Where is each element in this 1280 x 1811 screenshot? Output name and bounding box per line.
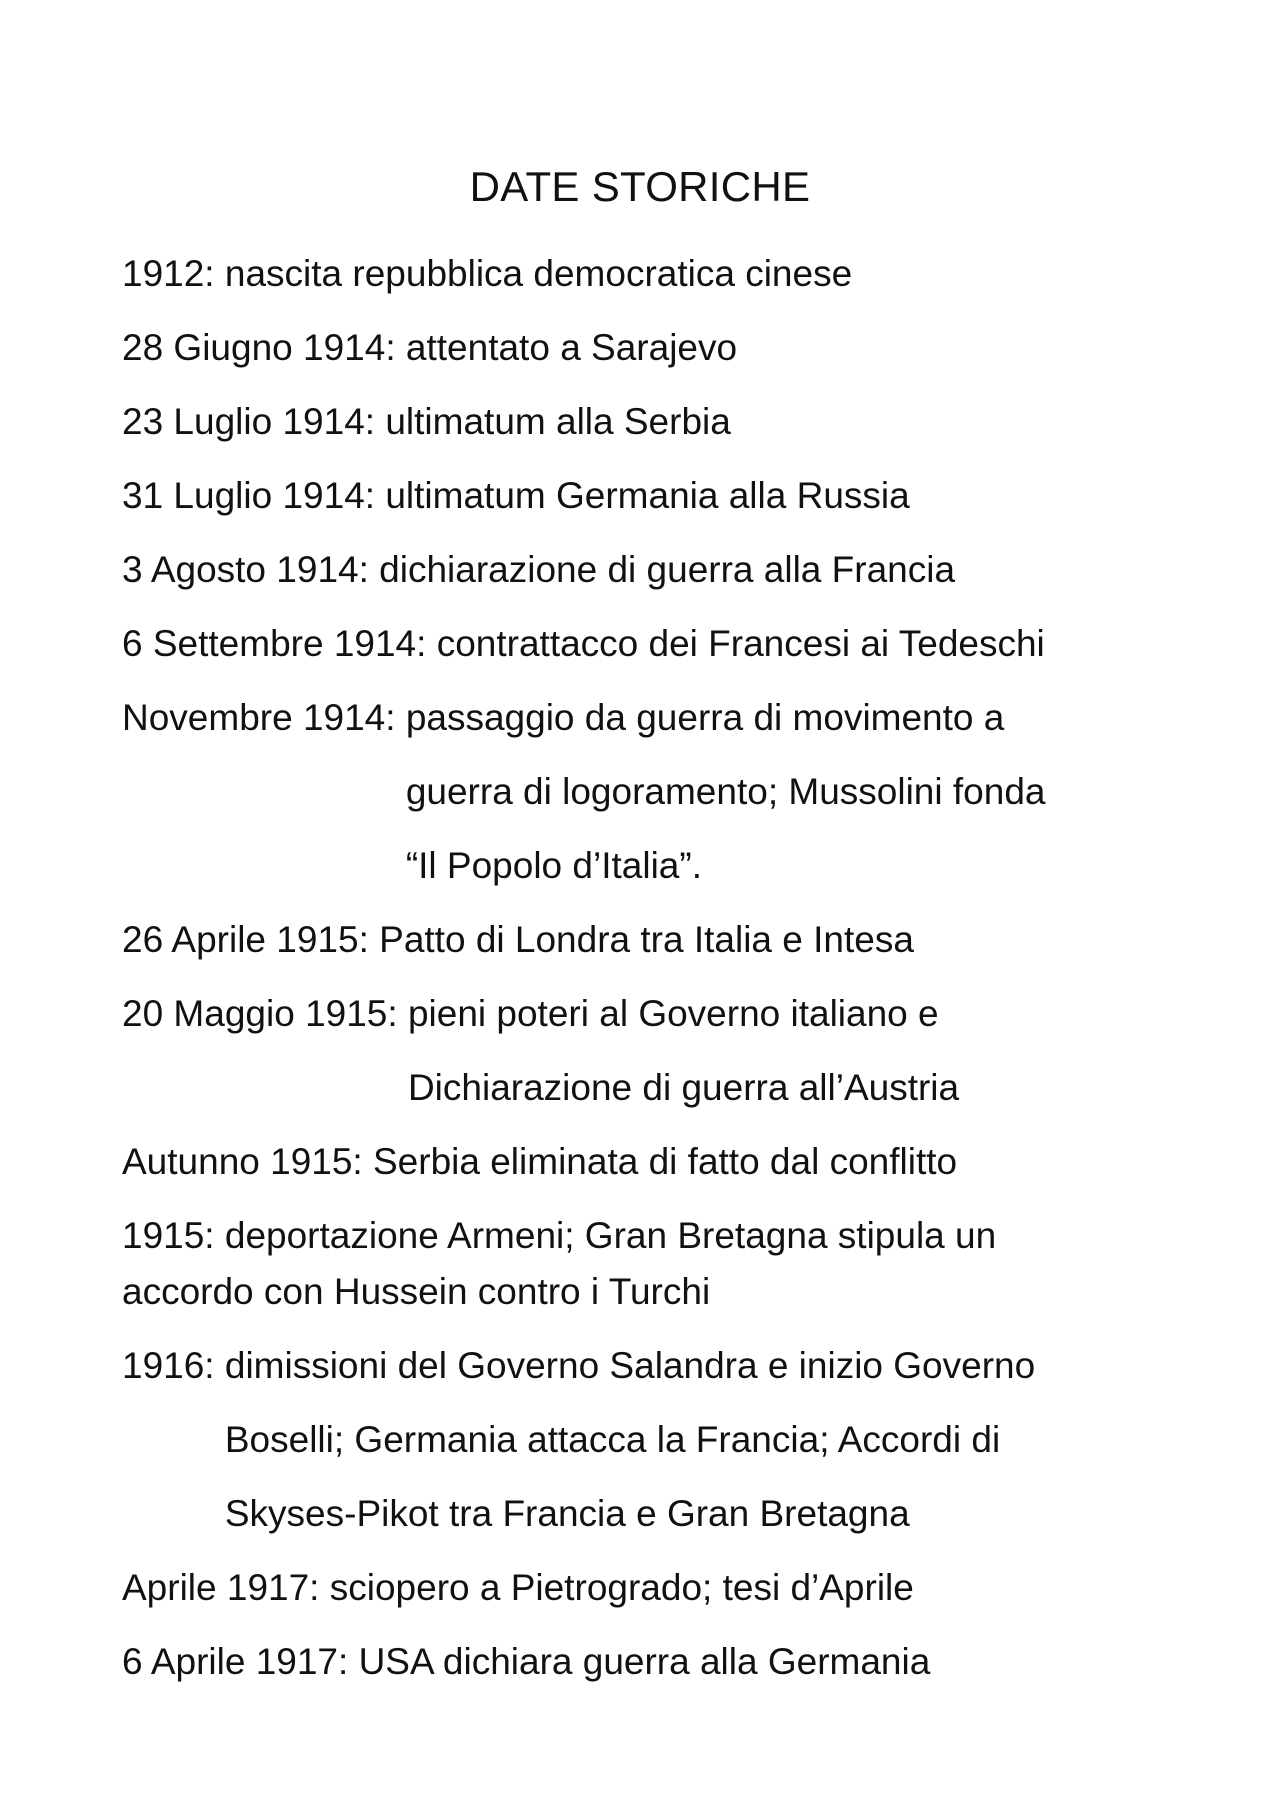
list-item [122,607,1182,681]
entry-date: 31 Luglio 1914: [122,475,376,516]
entry-text-line: passaggio da guerra di movimento a [405,697,1005,738]
entry-text-line: guerra di logoramento; Mussolini fonda [405,771,1046,812]
entry-text-line: Skyses-Pikot tra Francia e Gran Bretagna [224,1493,910,1534]
entry-text-line: pieni poteri al Governo italiano e [407,993,939,1034]
entry-text [408,977,959,1125]
list-item [122,1625,1182,1699]
entry-date: 3 Agosto 1914: [122,549,369,590]
entry-text: Serbia eliminata di fatto dal conflitto [373,1141,958,1182]
entry-date: 6 Settembre 1914: [122,623,427,664]
entry-text: attentato a Sarajevo [405,327,738,368]
entry-date: 23 Luglio 1914: [122,401,376,442]
list-item [122,903,1182,977]
entry-text-line: Boselli; Germania attacca la Francia; Accordi di [224,1419,1001,1460]
entry-text: ultimatum Germania alla Russia [385,475,910,516]
entry-text-line: accordo con Hussein contro i Turchi [122,1271,711,1312]
list-item [122,237,1182,311]
entry-text-line: Dichiarazione di guerra all’Austria [407,1067,960,1108]
entry-date: 26 Aprile 1915: [122,919,369,960]
entry-text-line: “Il Popolo d’Italia”. [405,845,702,886]
entry-date: 20 Maggio 1915: [122,993,398,1034]
list-item [122,533,1182,607]
entry-text: nascita repubblica democratica cinese [224,253,853,294]
list-item [122,1551,1182,1625]
entry-text: Patto di Londra tra Italia e Intesa [379,919,914,960]
entry-text: dichiarazione di guerra alla Francia [379,549,956,590]
entry-date: Autunno 1915: [122,1141,363,1182]
list-item [122,1208,1182,1320]
entry-text: sciopero a Pietrogrado; tesi d’Aprile [329,1567,914,1608]
entry-text-line: dimissioni del Governo Salandra e inizio Governo [224,1345,1036,1386]
entry-date: 6 Aprile 1917: [122,1641,349,1682]
entry-text-line [122,1208,1182,1264]
entry-date: Aprile 1917: [122,1567,320,1608]
list-item [122,1329,1182,1551]
page-title: DATE STORICHE [469,163,811,210]
list-item [122,1125,1182,1199]
entry-date: 1915: [122,1215,215,1256]
list-item [122,681,1182,903]
entry-text: USA dichiara guerra alla Germania [358,1641,931,1682]
entry-text [225,1329,1035,1551]
entry-date: Novembre 1914: [122,697,396,738]
entry-date: 1912: [122,253,215,294]
entry-text: deportazione Armeni; Gran Bretagna stipula un [224,1215,997,1256]
entry-text: ultimatum alla Serbia [385,401,731,442]
entry-date: 1916: [122,1345,215,1386]
list-item [122,977,1182,1125]
list-item [122,311,1182,385]
entry-text: contrattacco dei Francesi ai Tedeschi [436,623,1045,664]
entry-text [406,681,1046,903]
date-list [122,237,1182,1699]
list-item [122,459,1182,533]
list-item [122,385,1182,459]
entry-date: 28 Giugno 1914: [122,327,396,368]
